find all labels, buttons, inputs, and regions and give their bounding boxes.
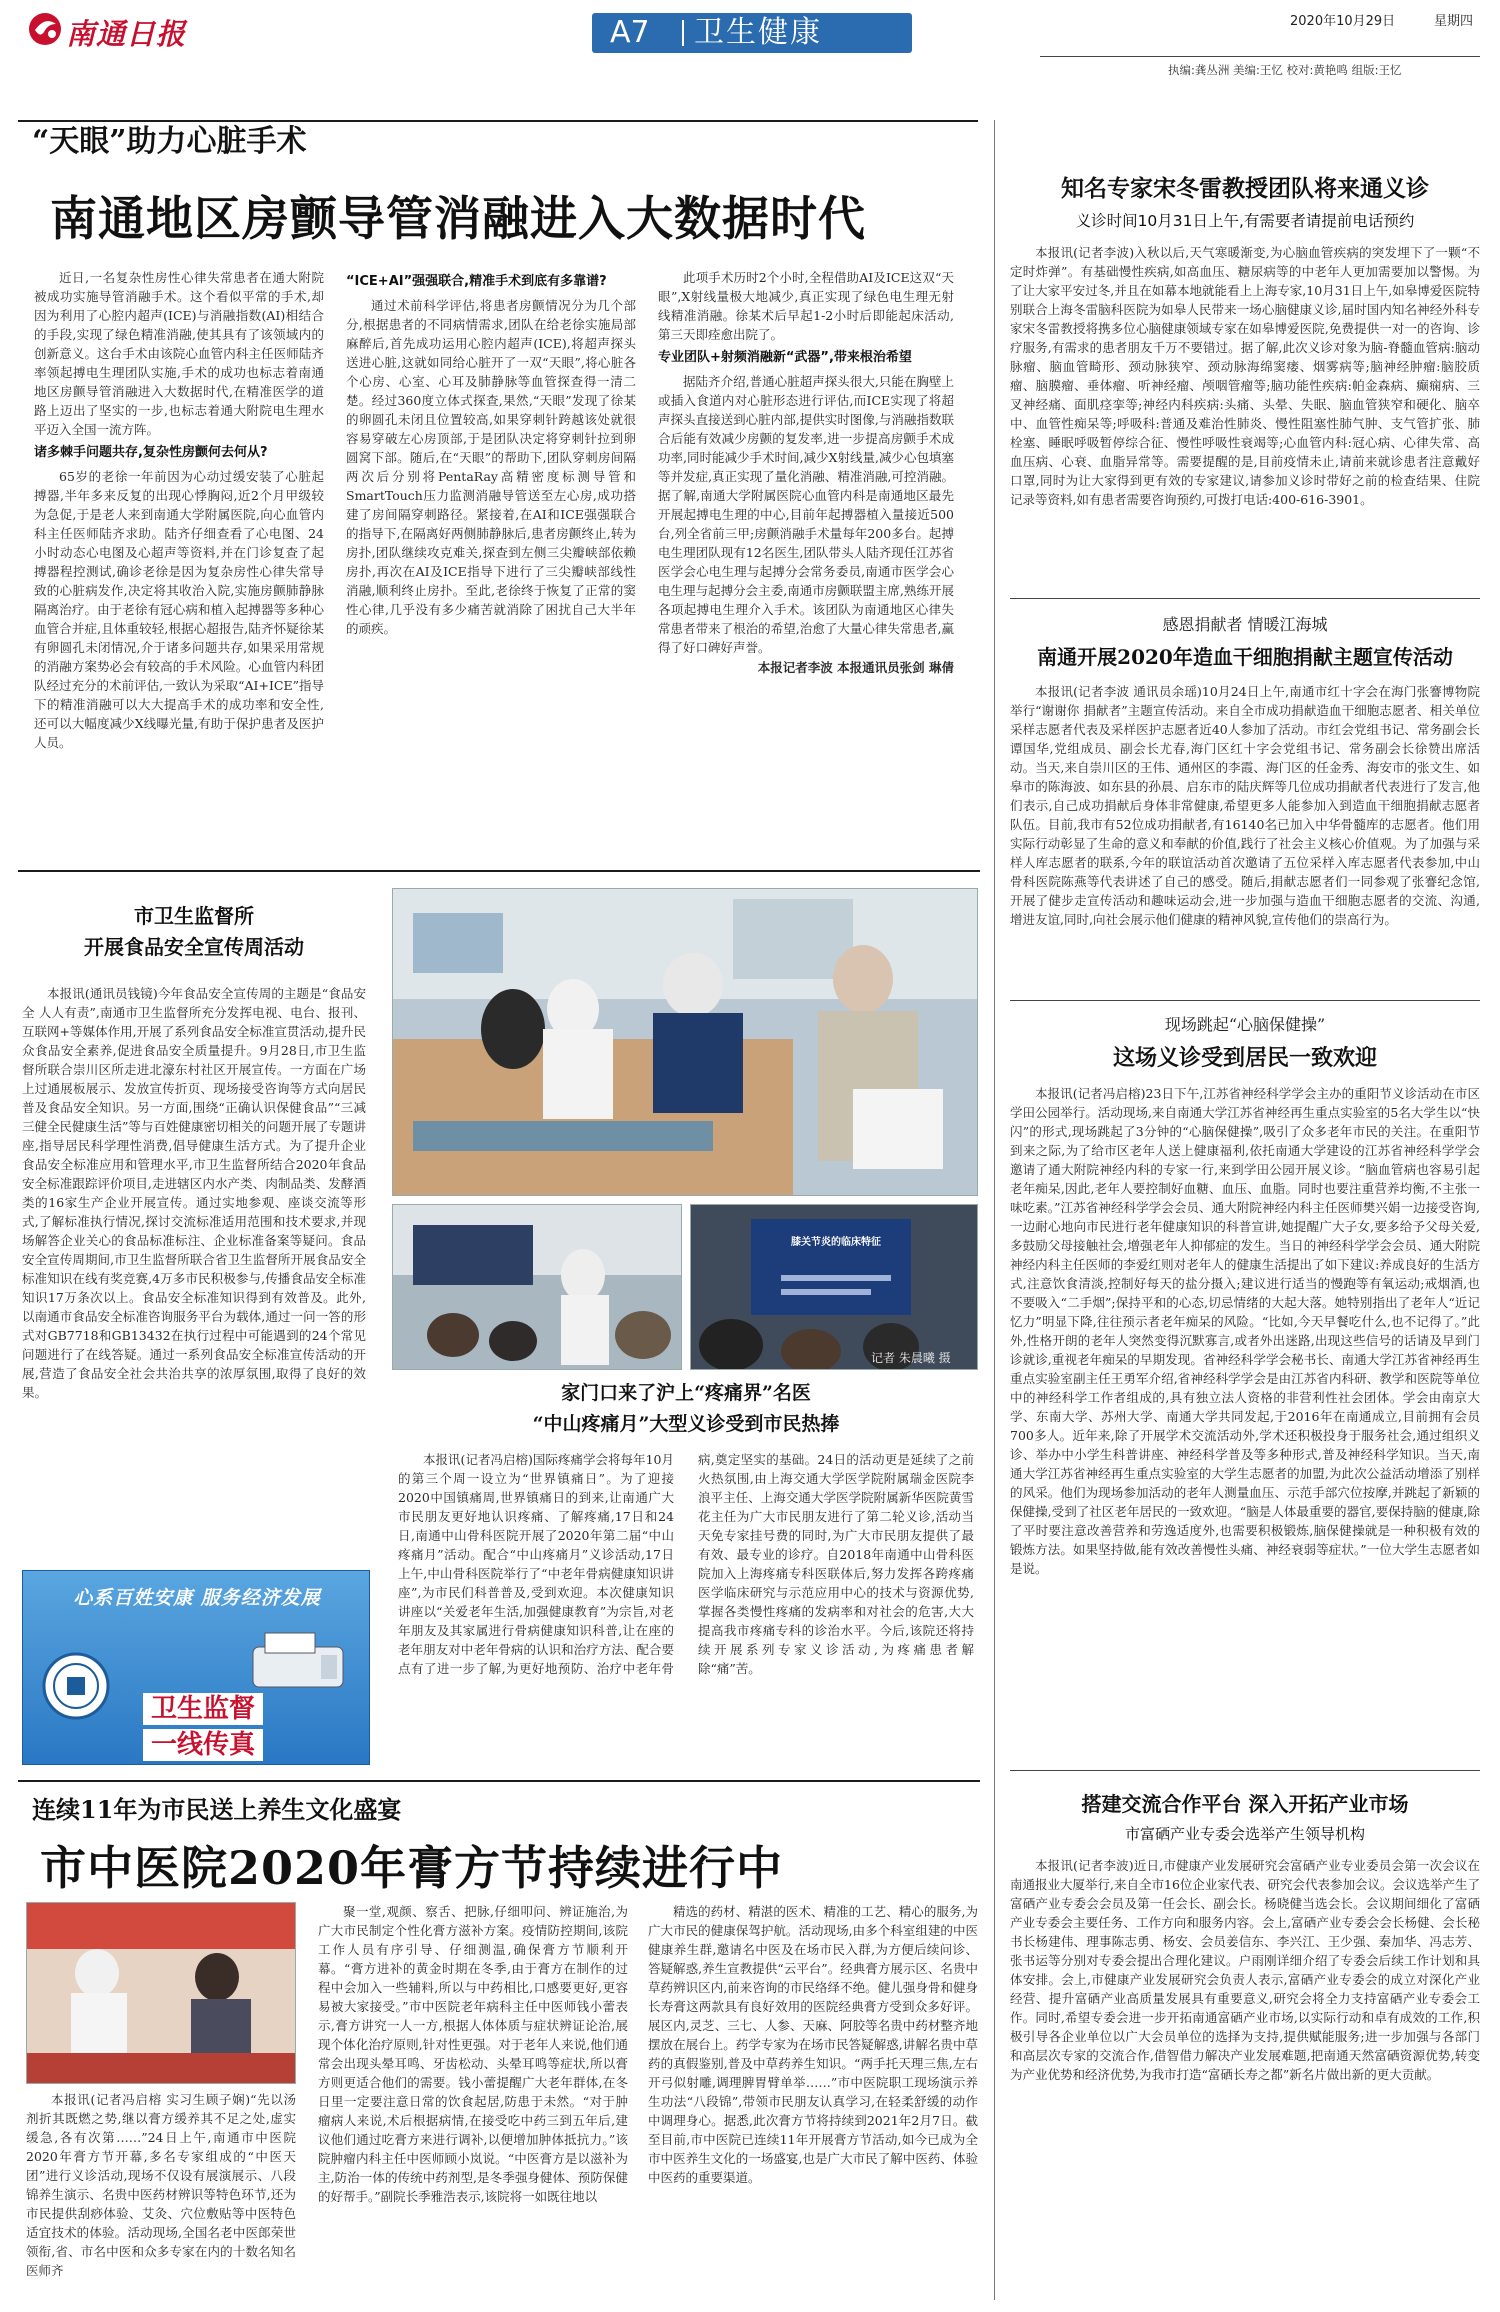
right4-headline: 搭建交流合作平台 深入开拓产业市场 xyxy=(1081,1792,1409,1816)
editor-credits: 执编:龚丛洲 美编:王忆 校对:黄艳鸣 组版:王忆 xyxy=(1168,63,1402,77)
right-story-3 xyxy=(1010,1012,1480,1762)
right1-headline: 知名专家宋冬雷教授团队将来通义诊 xyxy=(1061,175,1429,202)
logo-emblem-icon xyxy=(26,10,66,48)
main-headline: 南通地区房颤导管消融进入大数据时代 xyxy=(50,192,866,247)
right4-body xyxy=(1010,1856,1480,2296)
masthead xyxy=(0,0,1500,77)
main-col-3 xyxy=(658,268,954,866)
gaofang-col-1 xyxy=(26,2090,296,2298)
pain-headline-2: “中山疼痛月”大型义诊受到市民热捧 xyxy=(532,1413,840,1435)
right-divider-2 xyxy=(1010,1000,1480,1001)
clinic-scene-icon xyxy=(393,889,978,1196)
main-col-2 xyxy=(346,268,636,866)
right1-body-text: 本报讯(记者李波)入秋以后,天气寒暖渐变,为心脑血管疾病的突发埋下了一颗“不定时炸弹”。有基础慢性疾病,如高血压、糖尿病等的中老年人更加需要加以警惕。为了让大家平安过冬,并且在如幕本地就能看上上海专家,10月31日上午,如皋博爱医院特别联合上海冬雷脑科医院为如皋人民带来一场心脑健康义诊,届时国内知名神经外科专家宋冬雷教授将携多位心脑健康领域专家在如皋博爱医院,免费提供一对一的咨询、诊疗服务,有需求的患者朋友千万不要错过。据了解,此次义诊对象为脑-脊髓血管病:脑动脉瘤、脑血管畸形、颈动脉狭窄、颈动脉海绵窦瘘、烟雾病等;脑神经肿瘤:脑胶质瘤、脑膜瘤、垂体瘤、听神经瘤、颅咽管瘤等;脑功能性疾病:帕金森病、癫痫病、三叉神经痛、面肌痉挛等;神经内科疾病:头痛、头晕、失眠、脑血管狭窄和硬化、脑卒中、血管性痴呆等;呼吸科:普通及难治性肺炎、慢性阻塞性肺气肿、支气管扩张、肺栓塞、睡眠呼吸暂停综合征、慢性呼吸性衰竭等;心血管内科:冠心病、心律失常、高血压病、心衰、血脂异常等。需要提醒的是,目前疫情未止,请前来就诊患者注意戴好口罩,同时为让大家得到更有效的专家建议,请参加义诊时带好之前的检查结果、住院记录等资料,如有患者需要咨询预约,可拨打电话:400-616-3901。 xyxy=(1010,245,1480,507)
main-col2-para: 通过术前科学评估,将患者房颤情况分为几个部分,根据患者的不同病情需求,团队在给老徐实施局部麻醉后,首先成功运用心腔内超声(ICE),将超声探头送进心脏,这就如同给心脏开了一双“天眼”,将心脏各个心房、心室、心耳及肺静脉等血管探查得一清二楚。经过360度立体式探查,果然,“天眼”发现了徐某的卵圆孔未闭且位置较高,如果穿刺针跨越该处就很容易穿破左心房顶部,于是团队决定将穿刺针拉到卵圆窝下部。随后,在“天眼”的帮助下,团队穿刺房间隔两次后分别将PentaRay高精密度标测导管和SmartTouch压力监测消融导管送至左心房,成功搭建了房间隔穿刺路径。紧接着,在AI和ICE强强联合的指导下,在隔离好两侧肺静脉后,患者房颤终止,转为房扑,团队继续攻克难关,探查到左侧三尖瓣峡部依赖房扑,再次在AI及ICE指导下进行了三尖瓣峡部线性消融,顺利终止房扑。至此,老徐终于恢复了正常的窦性心律,几乎没有多少痛苦就消除了困扰自己大半年的顽疾。 xyxy=(346,298,636,636)
right2-body xyxy=(1010,682,1480,1002)
masthead-rule xyxy=(1040,56,1480,57)
pain-body xyxy=(392,1450,980,1760)
issue-weekday: 星期四 xyxy=(1434,14,1474,29)
right2-body-text: 本报讯(记者李波 通讯员余瑶)10月24日上午,南通市红十字会在海门张謇博物院举行“谢谢你 捐献者”主题宣传活动。来自全市成功捐献造血干细胞志愿者、相关单位采样志愿者代表及采样医护志愿者近40人参加了活动。市红会党组书记、常务副会长谭国华,党组成员、副会长尤春,海门区红十字会党组书记、常务副会长徐赞出席活动。当天,来自崇川区的王伟、通州区的李霞、海门区的任金秀、海安市的张文生、如皋市的陈海波、如东县的孙晨、启东市的陆庆辉等几位成功捐献者代表进行了发言,他们表示,自己成功捐献后身体非常健康,希望更多人能参加入到造血干细胞捐献志愿者队伍。目前,我市有52位成功捐献者,有16140名已加入中华骨髓库的志愿者。他们用实际行动彰显了生命的意义和奉献的价值,践行了社会主义核心价值观。为了加强与采样人库志愿者的联系,今年的联谊活动首次邀请了五位采样入库志愿者代表参加,中山骨科医院陈燕等代表讲述了自己的感受。随后,捐献志愿者们一同参观了张謇纪念馆,开展了健步走宣传活动和趣味运动会,进一步加强与造血干细胞志愿者的交流、沟通,增进友谊,同时,向社会展示他们健康的精神风貌,宣传他们的崇高行为。 xyxy=(1010,684,1480,927)
page-tab-divider xyxy=(682,20,684,46)
emblem-icon xyxy=(41,1651,111,1721)
newspaper-logo xyxy=(26,10,196,51)
gaofang-kicker: 连续11年为市民送上养生文化盛宴 xyxy=(32,1795,402,1824)
pain-story xyxy=(392,1378,980,1773)
gaofang-col1-text: 本报讯(记者冯启榕 实习生顾子娴)“先以汤剂折其既燃之势,继以膏方缓养其不足之处,虚实缓急,各有次第……”24日上午,南通市中医院2020年膏方节开幕,多名专家组成的“中医天团”进行义诊活动,现场不仅设有展演展示、八段锦养生演示、名贵中医药材辨识等特色环节,还为市民提供刮痧体验、艾灸、穴位敷贴等中医特色适宜技术的体验。活动现场,全国名老中医郎荣世领衔,省、市名中医和众多专家在内的十数名知名医师齐 xyxy=(26,2092,296,2278)
food-body xyxy=(18,984,370,1569)
main-col-1 xyxy=(34,268,324,866)
screen-title: 膝关节炎的临床特征 xyxy=(791,1237,881,1248)
right-story-1 xyxy=(1010,170,1480,590)
gaofang-headline: 市中医院2020年膏方节持续进行中 xyxy=(40,1841,784,1895)
ad-line-2: 卫生监督 xyxy=(143,1693,263,1725)
bottom-rule xyxy=(18,1780,980,1782)
logo-text: 南通日报 xyxy=(66,17,187,51)
section-name: 卫生健康 xyxy=(694,15,822,50)
page-code: A7 xyxy=(610,15,650,50)
main-story xyxy=(18,122,980,867)
gaofang-col-2 xyxy=(318,1902,628,2298)
gaofang-col3-text: 精选的药材、精湛的医术、精准的工艺、精心的服务,为广大市民的健康保驾护航。活动现场,由多个科室组建的中医健康养生群,邀请名中医及在场市民入群,为方便后续问诊、答疑解惑,养生宣教提供“云平台”。经典膏方展示区、名贵中草药辨识区内,前来咨询的市民络绎不绝。健儿强身骨和健身长寿膏这两款具有良好效用的医院经典膏方受到众多好评。展区内,灵芝、三七、人参、天麻、阿胶等名贵中药材整齐地摆放在展台上。药学专家为在场市民答疑解惑,讲解名贵中草药的真假鉴别,普及中草药养生知识。“两手托天理三焦,左右开弓似射雕,调理脾胃臂单举……”市中医院职工现场演示养生功法“八段锦”,带领市民朋友认真学习,在轻柔舒缓的动作中调理身心。据悉,此次膏方节将持续到2021年2月7日。截至目前,市中医院已连续11年开展膏方节活动,如今已成为全市中医养生文化的一场盛宴,也是广大市民了解中医药、体验中医药的重要渠道。 xyxy=(648,1904,978,2185)
main-col1-subhead: 诸多棘手问题共存,复杂性房颤何去何从? xyxy=(34,445,268,460)
right1-subhead: 义诊时间10月31日上午,有需要者请提前电话预约 xyxy=(1075,212,1415,230)
main-kicker: “天眼”助力心脏手术 xyxy=(32,124,307,159)
right4-body-text: 本报讯(记者李波)近日,市健康产业发展研究会富硒产业专业委员会第一次会议在南通报业大厦举行,来自全市16位企业家代表、研究会代表参加会议。会议选举产生了富硒产业专委会会员及第一任会长、副会长。杨晓健当选会长。会议期间细化了富硒产业专委会主要任务、工作方向和服务内容。会上,富硒产业专委会会长杨健、会长秘书长杨建伟、理事陈志勇、杨安、会员姜信东、李兴江、王少强、秦加华、冯志芳、张书运等分别对专委会提出合理化建议。户雨刚详细介绍了专委会后续工作计划和具体安排。会上,市健康产业发展研究会负责人表示,富硒产业专委会的成立对深化产业经营、提升富硒产业高质量发展具有重要意义,研究会将全力支持富硒产业专委会工作。同时,希望专委会进一步开拓南通富硒产业市场,以实际行动和卓有成效的工作,积极引导各企业单位以广大会员单位的选择为支持,提供赋能服务;进一步加强与各部门和高层次专家的交流合作,借智借力解决产业发展难题,把南通天然富硒资源优势,转变为产业优势和经济优势,为我市打造“富硒长寿之都”新名片做出新的更大贡献。 xyxy=(1010,1858,1480,2082)
right-story-2 xyxy=(1010,612,1480,992)
mid-rule xyxy=(18,870,980,872)
fax-machine-icon xyxy=(243,1627,353,1697)
lecture-photo-right xyxy=(690,1204,978,1370)
right4-subhead: 市富硒产业专委会选举产生领导机构 xyxy=(1124,1825,1365,1843)
main-col3-para-b: 据陆齐介绍,普通心脏超声探头很大,只能在胸壁上或插入食道内对心脏形态进行评估,而ICE实现了将超声探头直接送到心脏内部,提供实时图像,与消融指数联合后能有效减少房颤的复发率,进一步提高房颤手术成功率,同时能减少手术时间,减少X射线量,减少心包填塞等并发症,真正实现了量化消融、精准消融,可控消融。据了解,南通大学附属医院心血管内科是南通地区最先开展起搏电生理的中心,目前年起搏器植入量接近500台,列全省前三甲;房颤消融手术量每年200多台。起搏电生理团队现有12名医生,团队带头人陆齐现任江苏省医学会心电生理与起搏分会常务委员,南通市医学会心电生理与起搏分会主委,南通市房颤联盟主席,熟练开展各项起搏电生理介入手术。该团队为南通地区心律失常患者带来了根治的希望,治愈了大量心律失常患者,赢得了好口碑好声誉。 xyxy=(658,374,954,655)
clinic-photo xyxy=(392,888,978,1196)
right-divider-1 xyxy=(1010,598,1480,599)
photo-credit: 记者 朱晨曦 摄 xyxy=(871,1351,951,1365)
right2-kicker: 感恩捐献者 情暖江海城 xyxy=(1162,615,1328,634)
main-col3-para: 此项手术历时2个小时,全程借助AI及ICE这双“天眼”,X射线量极大地减少,真正实现了绿色电生理无射线精准消融。徐某术后早起1-2小时后即能起床活动,第三天即痊愈出院了。 xyxy=(658,270,954,342)
ad-line-3: 一线传真 xyxy=(143,1729,263,1761)
issue-date: 2020年10月29日 xyxy=(1290,14,1396,29)
main-col3-subhead: 专业团队+射频消融新“武器”,带来根治希望 xyxy=(658,350,912,365)
main-col1-para: 近日,一名复杂性房性心律失常患者在通大附院被成功实施导管消融手术。这个看似平常的手术,却因为利用了心腔内超声(ICE)与消融指数(AI)相结合的手段,实现了绿色精准消融,使其具有了该领域内的创新意义。这台手术由该院心血管内科主任医师陆齐率领起搏电生理团队实施,手术的成功也标志着南通地区房颤导管消融进入大数据时代,在精准医学的道路上迈出了坚实的一步,也标志着通大附院电生理水平迈入全国一流方阵。 xyxy=(34,270,324,437)
food-headline: 市卫生监督所 xyxy=(134,904,254,928)
right3-body xyxy=(1010,1084,1480,1774)
main-col2-subhead: “ICE+AI”强强联合,精准手术到底有多靠谱? xyxy=(346,274,607,289)
pain-headline-1: 家门口来了沪上“疼痛界”名医 xyxy=(561,1382,811,1404)
screen-scene-icon xyxy=(691,1205,978,1370)
right3-kicker: 现场跳起“心脑保健操” xyxy=(1164,1015,1326,1034)
gaofang-photo xyxy=(26,1902,296,2084)
lecture-photo-left xyxy=(392,1204,682,1370)
pain-body-text: 本报讯(记者冯启榕)国际疼痛学会将每年10月的第三个周一设立为“世界镇痛日”。为了迎接2020中国镇痛周,世界镇痛日的到来,让南通广大市民朋友更好地认识疼痛、了解疼痛,17日和24日,南通中山骨科医院开展了2020年第二届“中山疼痛月”活动。配合“中山疼痛月”义诊活动,17日上午,中山骨科医院举行了“中老年骨病健康知识讲座”,为市民们科普普及,受到欢迎。本次健康知识讲座以“关爱老年生活,加强健康教育”为宗旨,对老年朋友及其家属进行骨病健康知识科普,让在座的老年朋友对中老年骨病的认识和治疗方法、配合要点有了进一步了解,为更好地预防、治疗中老年骨病,奠定坚实的基础。24日的活动更是延续了之前火热氛围,由上海交通大学医学院附属瑞金医院李浪平主任、上海交通大学医学院附属新华医院黄雪花主任为广大市民朋友进行了第二轮义诊,活动当天免专家挂号费的同时,为广大市民朋友提供了最有效、最专业的诊疗。自2018年南通中山骨科医院加入上海疼痛专科医联体后,努力发挥各跨疼痛医学临床研究与示范应用中心的技术与资源优势,掌握各类慢性疼痛的发病率和对社会的危害,大大提高我市疼痛专科的诊治水平。今后,该院还将持续开展系列专家义诊活动,为疼痛患者解除“痛”苦。 xyxy=(398,1452,974,1676)
food-safety-story xyxy=(18,900,370,1560)
food-headline-2: 开展食品安全宣传周活动 xyxy=(84,935,304,959)
column-divider xyxy=(994,120,995,2300)
gaofang-col2-text: 聚一堂,观颜、察舌、把脉,仔细叩问、辨证施治,为广大市民制定个性化膏方滋补方案。疫情防控期间,该院工作人员有序引导、仔细测温,确保膏方节顺利开幕。“膏方进补的黄金时期在冬季,由于膏方在制作的过程中会加入一些辅料,所以与中药相比,口感要更好,更容易被大家接受。”市中医院老年病科主任中医师钱小蕾表示,膏方讲究一人一方,根据人体体质与症状辨证论治,展现个体化治疗原则,针对性更强。对于老年人来说,他们通常会出现头晕耳鸣、牙齿松动、头晕耳鸣等症状,所以膏方则更适合他们的需要。钱小蕾提醒广大老年群体,在冬日里一定要注意日常的饮食起居,防患于未然。“对于肿瘤病人来说,术后根据病情,在接受吃中药三到五年后,建议他们通过吃膏方来进行调补,以便增加肿体抵抗力。”该院肿瘤内科主任中医师顾小岚说。“中医膏方是以滋补为主,防治一体的传统中药剂型,是冬季强身健体、预防保健的好帮手。”副院长季雅浩表示,该院将一如既往地以 xyxy=(318,1904,628,2204)
ad-box xyxy=(22,1570,370,1765)
right3-headline: 这场义诊受到居民一致欢迎 xyxy=(1112,1045,1377,1071)
gaofang-col-3 xyxy=(648,1902,978,2298)
right3-body-text: 本报讯(记者冯启榕)23日下午,江苏省神经科学学会主办的重阳节义诊活动在市区学田公园举行。活动现场,来自南通大学江苏省神经再生重点实验室的5名大学生以“快闪”的形式,现场跳起了3分钟的“心脑保健操”,吸引了众多老年市民的关注。在重阳节到来之际,为了给市区老年人送上健康福利,依托南通大学建设的江苏省神经科学学会邀请了通大附院神经内科的专家一行,来到学田公园开展义诊。“脑血管病也容易引起老年痴呆,因此,老年人要控制好血糖、血压、血脂。同时也要注重营养均衡,不主张一味吃素。”江苏省神经科学学会会员、通大附院神经内科主任医师樊兴娟一边接受咨询,一边耐心地向市民进行老年健康知识的科普宣讲,她提醒广大子女,要多给予父母关爱,多鼓励父母接触社会,增强老年人抑郁症的发生。当日的神经科学学会会员、通大附院神经内科主任医师的李爱红则对老年人的健康生活提出了如下建议:养成良好的生活方式,注意饮食清淡,控制好每天的盐分摄入;建议进行适当的慢跑等有氧运动;戒烟酒,也不要吸入“二手烟”;保持平和的心态,切忌情绪的大起大落。她特别指出了老年人“近记忆力”明显下降,往往预示者老年痴呆的风险。“比如,今天早餐吃什么,也不记得了。”此外,性格开朗的老年人突然变得沉默寡言,或者外出迷路,出现这些信号的话请及早到门诊就诊,重视老年痴呆的早期发现。省神经科学学会秘书长、南通大学江苏省神经再生重点实验室副主任王勇军介绍,省神经科学学会是由江苏省内科研、教学和医院等单位中的神经科学工作者组成的,具有独立法人资格的非营利性社会团体。学会由南京大学、东南大学、苏州大学、南通大学共同发起,于2016年在南通成立,目前拥有会员700多人。近年来,除了开展学术交流活动外,学术还积极投身于服务社会,通过组织义诊、举办中小学生科普讲座、神经科学普及等多种形式,普及神经科学知识。当天,南通大学江苏省神经再生重点实验室的大学生志愿者的加盟,为此次公益活动增添了别样的风采。他们为现场参加活动的老年人测量血压、示范手部穴位按摩,并跳起了新颖的保健操,受到了社区老年居民的一致欢迎。“脑是人体最重要的器官,要保持脑的健康,除了平时要注意改善营养和劳逸适度外,也需要积极锻炼,脑保健操就是一种积极有效的锻炼方法。如果坚持做,能有效改善慢性头痛、神经衰弱等症状。”一位大学生志愿者如是说。 xyxy=(1010,1086,1480,1576)
right-divider-3 xyxy=(1010,1770,1480,1771)
main-byline: 本报记者李波 本报通讯员张剑 琳倩 xyxy=(757,660,954,675)
consultation-scene-icon xyxy=(27,1903,296,2084)
right1-body xyxy=(1010,243,1480,593)
right2-headline: 南通开展2020年造血干细胞捐献主题宣传活动 xyxy=(1037,645,1453,669)
main-col1-para-b: 65岁的老徐一年前因为心动过缓安装了心脏起搏器,半年多来反复的出现心悸胸闷,近2个月甲级较为急促,于是老人来到南通大学附属医院,向心血管内科主任医师陆齐求助。陆齐仔细查看了心电图、24小时动态心电图及心超声等资料,并在门诊复查了起搏器程控测试,确诊老徐是因为复杂房性心律失常导致的心脏病发作,决定将其收治入院,实施房颤肺静脉隔离治疗。由于老徐有冠心病和植入起搏器等多种心血管合并症,且体重较轻,根据心超报告,陆齐怀疑徐某有卵圆孔未闭情况,介于诸多问题共存,如果采用常规的消融方案势必会有较高的手术风险。心血管内科团队经过充分的术前评估,一致认为采取“AI+ICE”指导下的精准消融可以大大提高手术的成功率和安全性,还可以大幅度减少X线曝光量,有助于保护患者及医护人员。 xyxy=(34,469,324,750)
food-body-text: 本报讯(通讯员钱镜)今年食品安全宣传周的主题是“食品安全 人人有责”,南通市卫生监督所充分发挥电视、电台、报刊、互联网+等媒体作用,开展了系列食品安全标准宣贯活动,提升民众食品安全素养,促进食品安全质量提升。9月28日,市卫生监督所联合崇川区所走进北濠东村社区开展宣传。一方面在广场上过通展板展示、发放宣传折页、现场接受咨询等方式向居民普及食品安全知识。另一方面,围绕“正确认识保健食品”“三减三健全民健康生活”等与百姓健康密切相关的问题开展了专题讲座,指导居民科学理性消费,倡导健康生活方式。为了提升企业食品安全标准应用和管理水平,市卫生监督所结合2020年食品安全标准跟踪评价项目,走进辖区内水产类、肉制品类、发酵酒类的16家生产企业开展宣传。通过实地参观、座谈交流等形式,了解标准执行情况,探讨交流标准适用范围和技术要求,并现场解答企业关心的食品标准标注、企业标准备案等疑问。食品安全宣传周期间,市卫生监督所联合省卫生监督所开展食品安全标准知识在线有奖竞赛,4万多市民积极参与,传播食品安全标准知识17万条次以上。食品安全标准知识得到有效普及。此外,以南通市食品安全标准咨询服务平台为载体,通过一问一答的形式对GB7718和GB13432在执行过程中可能遇到的24个常见问题进行了在线答疑。通过一系列食品安全标准宣传活动的开展,营造了食品安全社会共治共享的浓厚氛围,取得了良好的效果。 xyxy=(22,986,366,1400)
lecture-scene-icon xyxy=(393,1205,682,1370)
right-story-4 xyxy=(1010,1788,1480,2298)
ad-slogan: 心系百姓安康 服务经济发展 xyxy=(73,1587,321,1609)
